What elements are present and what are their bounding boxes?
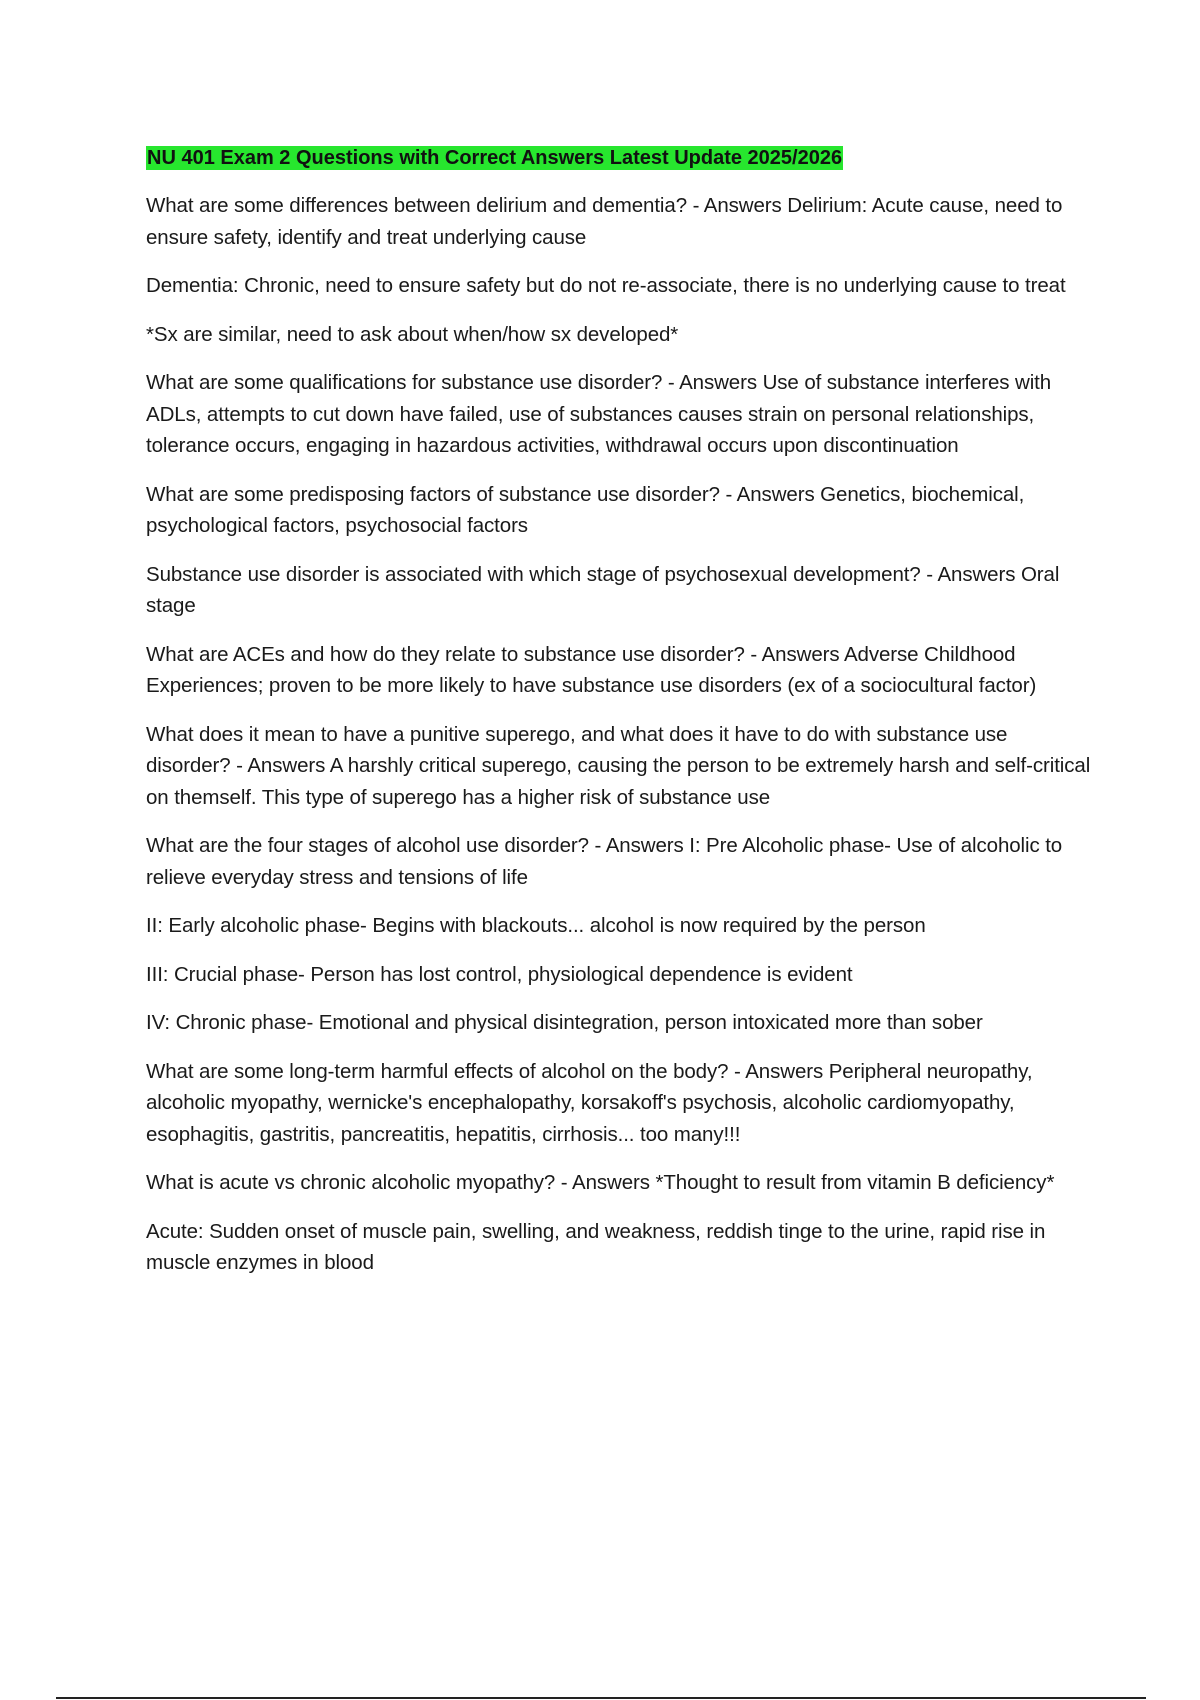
paragraph-aud-stages: What are the four stages of alcohol use disorder? - Answers I: Pre Alcoholic phase- Use of alcoholic to relieve everyday stress and tensions of life bbox=[146, 834, 1063, 889]
paragraph-sud-predisposing: What are some predisposing factors of substance use disorder? - Answers Genetics, biochemical, psychological factors, psychosocial factors bbox=[146, 482, 1025, 537]
document-title: NU 401 Exam 2 Questions with Correct Answers Latest Update 2025/2026 bbox=[147, 147, 843, 169]
paragraph-sud-qualifications: What are some qualifications for substance use disorder? - Answers Use of substance interferes with ADLs, attempts to cut down have failed, use of substances causes strain on personal relationships, tolerance occurs, engaging in hazardous activities, withdrawal occurs upon discontinuation bbox=[146, 371, 1052, 457]
document-body bbox=[146, 143, 1096, 1296]
paragraph-harmful-effects: What are some long-term harmful effects of alcohol on the body? - Answers Peripheral neuropathy, alcoholic myopathy, wernicke's encephalopathy, korsakoff's psychosis, alcoholic cardiomyopathy, esophagitis, gastritis, pancreatitis, hepatitis, cirrhosis... too many!!! bbox=[146, 1059, 1033, 1146]
paragraph-sx-similar: *Sx are similar, need to ask about when/how sx developed* bbox=[146, 322, 679, 346]
paragraph-aces: What are ACEs and how do they relate to substance use disorder? - Answers Adverse Childhood Experiences; proven to be more likely to have substance use disorders (ex of a sociocultural factor) bbox=[146, 642, 1037, 697]
title-line bbox=[146, 143, 1096, 175]
paragraph-dementia: Dementia: Chronic, need to ensure safety but do not re-associate, there is no underlying cause to treat bbox=[146, 274, 1066, 297]
paragraph-stage-4: IV: Chronic phase- Emotional and physical disintegration, person intoxicated more than sober bbox=[146, 1011, 983, 1034]
paragraph-punitive-superego: What does it mean to have a punitive superego, and what does it have to do with substance use disorder? - Answers A harshly critical superego, causing the person to be extremely harsh and self-critical on themself. This type of superego has a higher risk of substance use bbox=[146, 722, 1091, 809]
paragraph-acute-myopathy: Acute: Sudden onset of muscle pain, swelling, and weakness, reddish tinge to the urine, rapid rise in muscle enzymes in blood bbox=[146, 1219, 1046, 1274]
paragraph-psychosexual-stage: Substance use disorder is associated with which stage of psychosexual development? - Answers Oral stage bbox=[146, 562, 1060, 617]
paragraph-myopathy-question: What is acute vs chronic alcoholic myopathy? - Answers *Thought to result from vitamin B deficiency* bbox=[146, 1171, 1055, 1194]
paragraph-stage-2: II: Early alcoholic phase- Begins with blackouts... alcohol is now required by the person bbox=[146, 914, 926, 937]
paragraph-delirium-vs-dementia: What are some differences between delirium and dementia? - Answers Delirium: Acute cause, need to ensure safety, identify and treat underlying cause bbox=[146, 194, 1063, 249]
paragraph-stage-3: III: Crucial phase- Person has lost control, physiological dependence is evident bbox=[146, 962, 853, 986]
footer-divider bbox=[56, 1697, 1146, 1699]
